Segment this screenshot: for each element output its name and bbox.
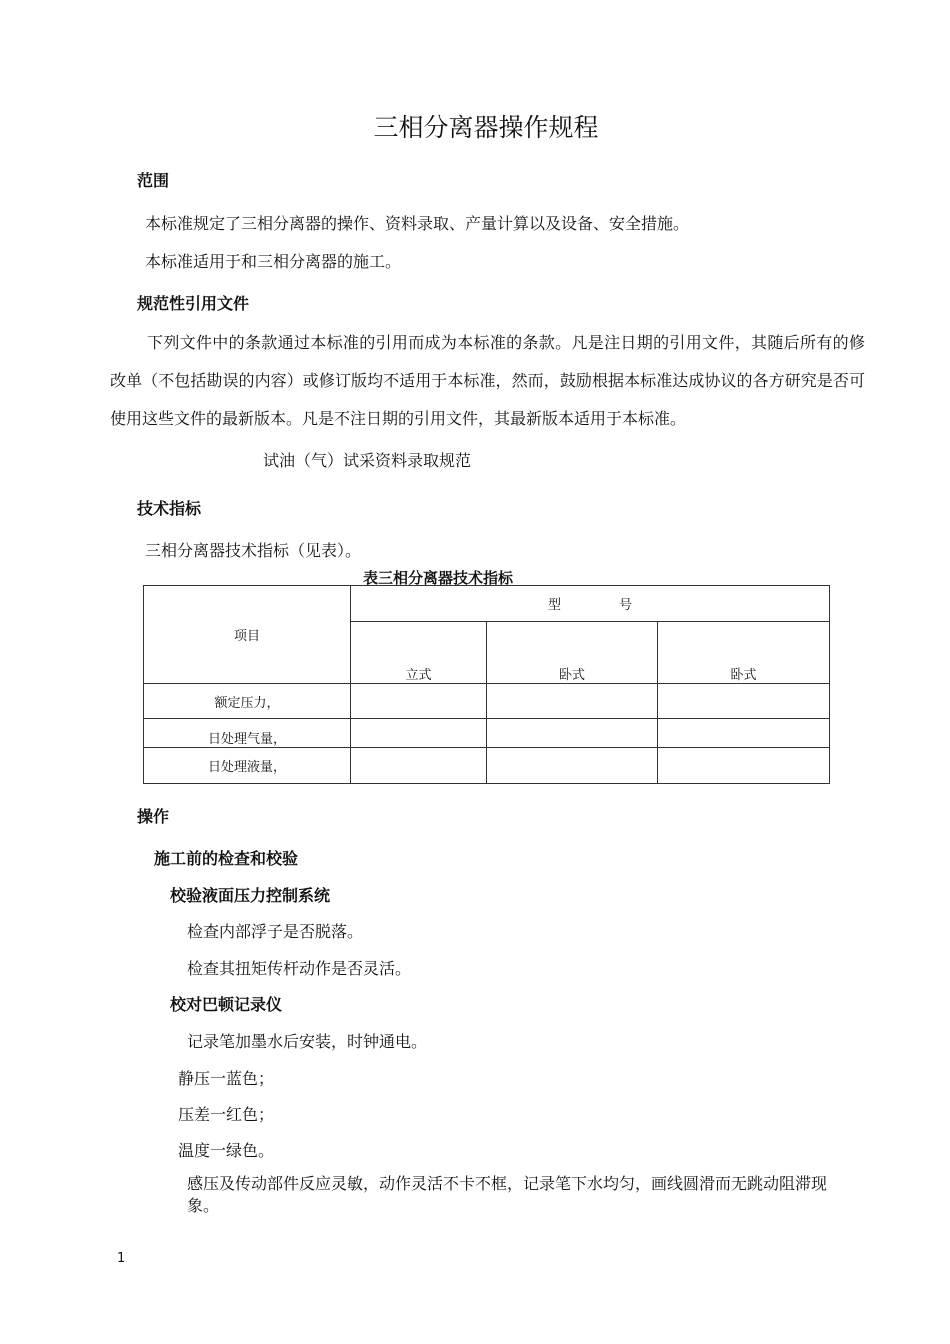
table-header-model: 型 号 xyxy=(351,586,830,622)
table-header-col2: 卧式 xyxy=(487,622,658,684)
subheading-level-pressure: 校验液面压力控制系统 xyxy=(170,886,331,905)
table-cell xyxy=(487,748,658,784)
table-header-col1: 立式 xyxy=(351,622,487,684)
page-number: 1 xyxy=(117,1251,126,1266)
tech-paragraph: 三相分离器技术指标（见表）。 xyxy=(145,541,362,560)
section-heading-scope: 范围 xyxy=(137,171,170,190)
check-item-pen: 记录笔加墨水后安装，时钟通电。 xyxy=(187,1032,428,1051)
section-heading-tech: 技术指标 xyxy=(137,499,202,518)
check-item-sensitivity: 感压及传动部件反应灵敏，动作灵活不卡不框，记录笔下水均匀，画线圆滑而无跳动阻滞现象。 xyxy=(187,1174,828,1215)
table-cell xyxy=(658,719,830,748)
table-caption: 表三相分离器技术指标 xyxy=(363,569,514,587)
section-heading-references: 规范性引用文件 xyxy=(137,294,250,313)
table-row xyxy=(144,748,830,784)
table-cell xyxy=(351,684,487,719)
table-row-label: 日处理液量， xyxy=(144,748,351,784)
scope-paragraph-1: 本标准规定了三相分离器的操作、资料录取、产量计算以及设备、安全措施。 xyxy=(145,214,690,233)
subheading-pre-check: 施工前的检查和校验 xyxy=(154,849,299,868)
table-cell xyxy=(351,719,487,748)
table-cell xyxy=(487,719,658,748)
table-row xyxy=(144,684,830,719)
table-cell xyxy=(351,748,487,784)
spec-table xyxy=(143,585,830,784)
table-header-item: 项目 xyxy=(144,586,351,684)
check-item-temperature: 温度一绿色。 xyxy=(178,1141,275,1160)
section-heading-operations: 操作 xyxy=(137,807,170,826)
check-item-torque: 检查其扭矩传杆动作是否灵活。 xyxy=(187,959,412,978)
table-row-label: 日处理气量， xyxy=(144,719,351,748)
check-item-float: 检查内部浮子是否脱落。 xyxy=(187,922,364,941)
table-header-col3: 卧式 xyxy=(658,622,830,684)
referenced-document: 试油（气）试采资料录取规范 xyxy=(263,451,472,470)
table-row xyxy=(144,719,830,748)
table-cell xyxy=(658,748,830,784)
check-item-differential-pressure: 压差一红色； xyxy=(178,1105,275,1124)
check-item-static-pressure: 静压一蓝色； xyxy=(178,1069,275,1088)
references-paragraph: 下列文件中的条款通过本标准的引用而成为本标准的条款。凡是注日期的引用文件，其随后所有的修改单（不包括勘误的内容）或修订版均不适用于本标准，然而，鼓励根据本标准达成协议的各方研究是否可使用这些文件的最新版本。凡是不注日期的引用文件，其最新版本适用于本标准。 xyxy=(110,333,865,428)
document-title: 三相分离器操作规程 xyxy=(373,113,599,142)
table-row-label: 额定压力， xyxy=(144,684,351,719)
table-cell xyxy=(658,684,830,719)
table-cell xyxy=(487,684,658,719)
scope-paragraph-2: 本标准适用于和三相分离器的施工。 xyxy=(145,252,402,271)
subheading-barton-recorder: 校对巴顿记录仪 xyxy=(170,995,283,1014)
